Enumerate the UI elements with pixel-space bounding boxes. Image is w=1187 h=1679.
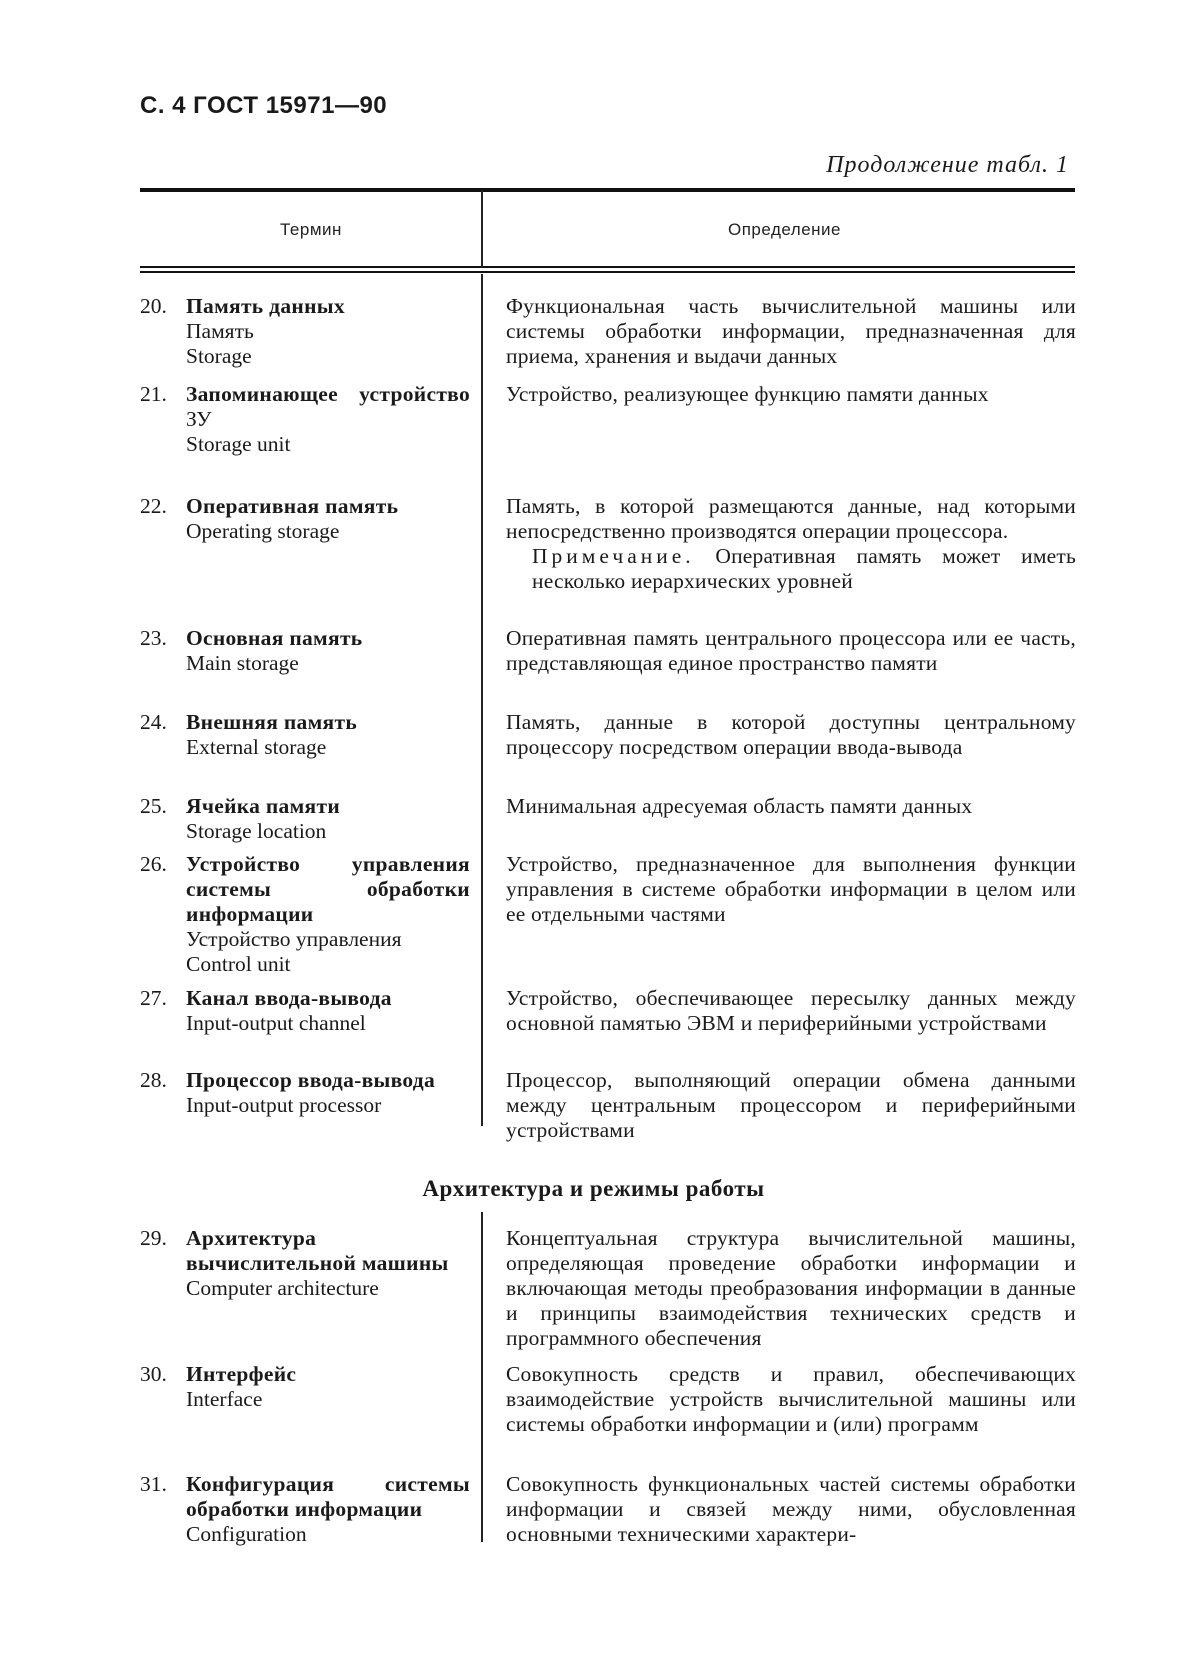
term-name: Архитектура вычислительной машины xyxy=(186,1226,449,1275)
term-cell xyxy=(140,382,470,457)
term-english: Storage location xyxy=(186,819,327,843)
term-name: Память данных xyxy=(186,294,345,318)
term-synonym: ЗУ xyxy=(186,407,212,431)
term-english: External storage xyxy=(186,735,327,759)
header-rule xyxy=(140,271,1075,273)
column-header-term: Термин xyxy=(280,220,342,239)
term-cell xyxy=(140,852,470,977)
term-name: Устройство управления системы обработки информации xyxy=(186,852,470,926)
term-name: Ячейка памяти xyxy=(186,794,341,818)
definition-text: Устройство, обеспечивающее пересылку данных между основной памятью ЭВМ и периферийными устройствами xyxy=(506,986,1076,1035)
definition-text: Устройство, реализующее функцию памяти данных xyxy=(506,382,989,406)
term-english: Input-output processor xyxy=(186,1093,382,1117)
note-text: Оперативная память может иметь несколько иерархических уровней xyxy=(532,544,1076,593)
definition-text: Совокупность средств и правил, обеспечивающих взаимодействие устройств вычислительной машины или системы обработки информации и (или) программ xyxy=(506,1362,1076,1436)
term-name: Внешняя память xyxy=(186,710,357,734)
term-english: Operating storage xyxy=(186,519,340,543)
term-english: Interface xyxy=(186,1387,263,1411)
term-number: 24. xyxy=(140,710,167,734)
term-number: 28. xyxy=(140,1068,167,1092)
term-number: 30. xyxy=(140,1362,167,1386)
header-rule xyxy=(140,266,1075,268)
column-divider xyxy=(481,274,483,1126)
note-label: Примечание. xyxy=(532,544,695,568)
definition-text: Минимальная адресуемая область памяти данных xyxy=(506,794,973,818)
term-cell xyxy=(140,794,470,844)
term-synonym: Память xyxy=(186,319,254,343)
term-number: 20. xyxy=(140,294,167,318)
column-divider xyxy=(481,1212,483,1542)
term-english: Storage unit xyxy=(186,432,291,456)
definition-text: Устройство, предназначенное для выполнения функции управления в системе обработки информации в целом или ее отдельными частями xyxy=(506,852,1076,926)
term-english: Input-output channel xyxy=(186,1011,366,1035)
term-name: Запоминающее устройство xyxy=(186,382,470,406)
definition-text: Процессор, выполняющий операции обмена данными между центральным процессором и периферийными устройствами xyxy=(506,1068,1076,1142)
definition-text: Совокупность функциональных частей системы обработки информации и связей между ними, обусловленная основными техническими характери- xyxy=(506,1472,1076,1546)
term-name: Конфигурация системы обработки информации xyxy=(186,1472,470,1521)
term-name: Процессор ввода-вывода xyxy=(186,1068,435,1092)
term-name: Оперативная память xyxy=(186,494,399,518)
term-cell xyxy=(140,294,470,369)
definition-text: Концептуальная структура вычислительной машины, определяющая проведение обработки информации и включающая методы преобразования информации в данные и принципы взаимодействия технических средств и программного обеспечения xyxy=(506,1226,1076,1350)
term-number: 25. xyxy=(140,794,167,818)
term-english: Storage xyxy=(186,344,252,368)
term-cell xyxy=(140,1226,470,1301)
term-cell xyxy=(140,1472,470,1547)
term-number: 21. xyxy=(140,382,167,406)
definition-note xyxy=(506,544,1076,594)
term-cell xyxy=(140,1362,470,1412)
definition-cell xyxy=(506,494,1076,594)
term-name: Канал ввода-вывода xyxy=(186,986,392,1010)
page-header: С. 4 ГОСТ 15971—90 xyxy=(140,92,388,119)
term-name: Основная память xyxy=(186,626,363,650)
term-name: Интерфейс xyxy=(186,1362,297,1386)
table-top-rule xyxy=(140,188,1075,192)
term-number: 22. xyxy=(140,494,167,518)
term-english: Configuration xyxy=(186,1522,307,1546)
term-cell xyxy=(140,1068,470,1118)
term-number: 29. xyxy=(140,1226,167,1250)
term-number: 23. xyxy=(140,626,167,650)
table-continuation-label: Продолжение табл. 1 xyxy=(826,152,1069,178)
term-cell xyxy=(140,494,470,544)
column-divider xyxy=(481,190,483,268)
term-number: 31. xyxy=(140,1472,167,1496)
term-number: 27. xyxy=(140,986,167,1010)
definition-text: Оперативная память центрального процессора или ее часть, представляющая единое пространство памяти xyxy=(506,626,1076,675)
term-cell xyxy=(140,710,470,760)
section-title: Архитектура и режимы работы xyxy=(422,1176,765,1201)
definition-text: Функциональная часть вычислительной машины или системы обработки информации, предназначенная для приема, хранения и выдачи данных xyxy=(506,294,1076,368)
term-synonym: Устройство управления xyxy=(186,927,402,951)
term-cell xyxy=(140,626,470,676)
term-number: 26. xyxy=(140,852,167,876)
term-english: Main storage xyxy=(186,651,299,675)
term-english: Control unit xyxy=(186,952,291,976)
term-english: Computer architecture xyxy=(186,1276,379,1300)
definition-text: Память, в которой размещаются данные, над которыми непосредственно производятся операции процессора. xyxy=(506,494,1076,543)
column-header-definition: Определение xyxy=(728,220,841,239)
definition-text: Память, данные в которой доступны центральному процессору посредством операции ввода-вывода xyxy=(506,710,1076,759)
term-cell xyxy=(140,986,470,1036)
